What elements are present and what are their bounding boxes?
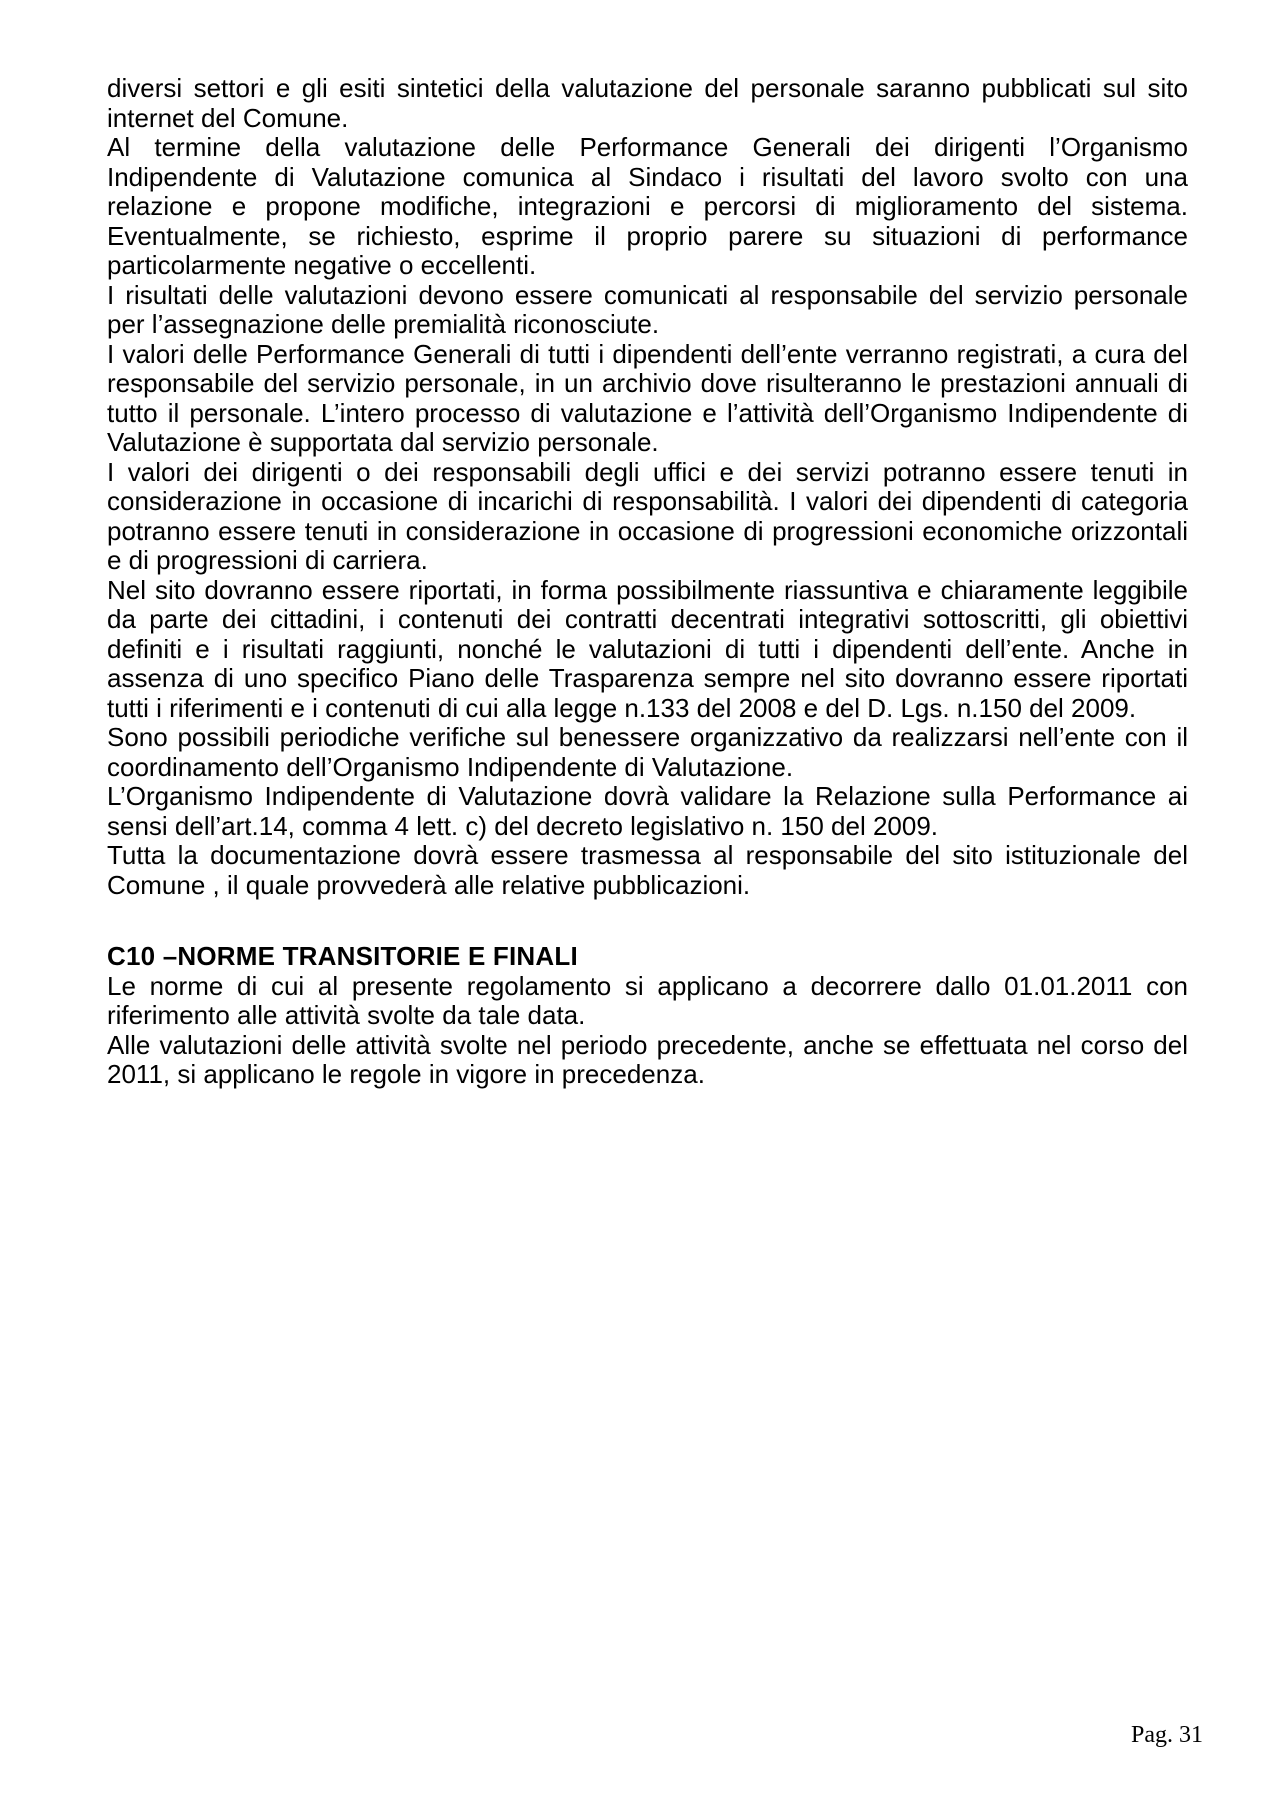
text-line: relazione e propone modifiche, integrazioni e percorsi di miglioramento del sistema.: [107, 191, 1188, 221]
paragraph: [107, 782, 1188, 841]
text-line: Al termine della valutazione delle Performance Generali dei dirigenti l’Organismo: [107, 132, 1188, 162]
paragraph: [107, 133, 1188, 281]
text-line: da parte dei cittadini, i contenuti dei contratti decentrati integrativi sottoscritti, gli obiettivi: [107, 604, 1188, 634]
text-line: responsabile del servizio personale, in un archivio dove risulteranno le prestazioni annuali di: [107, 368, 1188, 398]
paragraph: [107, 281, 1188, 340]
paragraph: [107, 458, 1188, 576]
text-line: considerazione in occasione di incarichi di responsabilità. I valori dei dipendenti di categoria: [107, 486, 1188, 516]
text-line: per l’assegnazione delle premialità riconosciute.: [107, 309, 660, 339]
paragraph: [107, 340, 1188, 458]
paragraph: [107, 841, 1188, 900]
text-line: definiti e i risultati raggiunti, nonché le valutazioni di tutti i dipendenti dell’ente. Anche in: [107, 633, 1188, 664]
text-line: sensi dell’art.14, comma 4 lett. c) del decreto legislativo n. 150 del 2009.: [107, 810, 939, 841]
text-line: Indipendente di Valutazione comunica al Sindaco i risultati del lavoro svolto con una: [107, 161, 1188, 192]
text-line: Alle valutazioni delle attività svolte nel periodo precedente, anche se effettuata nel corso del: [107, 1029, 1188, 1060]
paragraph: [107, 1031, 1188, 1090]
text-line: particolarmente negative o eccellenti.: [107, 250, 537, 280]
text-line: I valori dei dirigenti o dei responsabili degli uffici e dei servizi potranno essere tenuti in: [107, 456, 1188, 487]
text-line: e di progressioni di carriera.: [107, 545, 428, 575]
text-line: 2011, si applicano le regole in vigore in precedenza.: [107, 1059, 705, 1089]
paragraph: [107, 576, 1188, 724]
text-line: Eventualmente, se richiesto, esprime il proprio parere su situazioni di performance: [107, 220, 1188, 251]
paragraph: [107, 972, 1188, 1031]
text-line: Le norme di cui al presente regolamento si applicano a decorrere dallo 01.01.2011 con: [107, 970, 1188, 1001]
text-line: diversi settori e gli esiti sintetici della valutazione del personale saranno pubblicati sul sito: [107, 73, 1188, 103]
paragraph: [107, 723, 1188, 782]
text-line: Nel sito dovranno essere riportati, in forma possibilmente riassuntiva e chiaramente leggibile: [107, 574, 1188, 605]
text-line: potranno essere tenuti in considerazione in occasione di progressioni economiche orizzontali: [107, 515, 1188, 546]
text-line: tutto il personale. L’intero processo di valutazione e l’attività dell’Organismo Indipendente di: [107, 397, 1188, 428]
text-line: Comune , il quale provvederà alle relative pubblicazioni.: [107, 869, 751, 900]
document-body: [107, 74, 1188, 1090]
paragraph: [107, 74, 1188, 133]
text-line: L’Organismo Indipendente di Valutazione dovrà validare la Relazione sulla Performance ai: [107, 781, 1188, 811]
text-line: internet del Comune.: [107, 102, 349, 133]
text-line: assenza di uno specifico Piano delle Trasparenza sempre nel sito dovranno essere riportati: [107, 663, 1188, 693]
text-line: coordinamento dell’Organismo Indipendente di Valutazione.: [107, 751, 794, 782]
text-line: I risultati delle valutazioni devono essere comunicati al responsabile del servizio personale: [107, 279, 1188, 310]
text-line: riferimento alle attività svolte da tale data.: [107, 1000, 586, 1030]
text-line: tutti i riferimenti e i contenuti di cui alla legge n.133 del 2008 e del D. Lgs. n.150 del 2009.: [107, 692, 1137, 723]
section-heading: C10 –NORME TRANSITORIE E FINALI: [107, 941, 578, 971]
text-line: Tutta la documentazione dovrà essere trasmessa al responsabile del sito istituzionale del: [107, 840, 1188, 870]
text-line: Sono possibili periodiche verifiche sul benessere organizzativo da realizzarsi nell’ente con il: [107, 722, 1188, 752]
text-line: Valutazione è supportata dal servizio personale.: [107, 427, 659, 457]
text-line: I valori delle Performance Generali di tutti i dipendenti dell’ente verranno registrati, a cura del: [107, 338, 1188, 369]
page-number: Pag. 31: [1131, 1722, 1203, 1748]
